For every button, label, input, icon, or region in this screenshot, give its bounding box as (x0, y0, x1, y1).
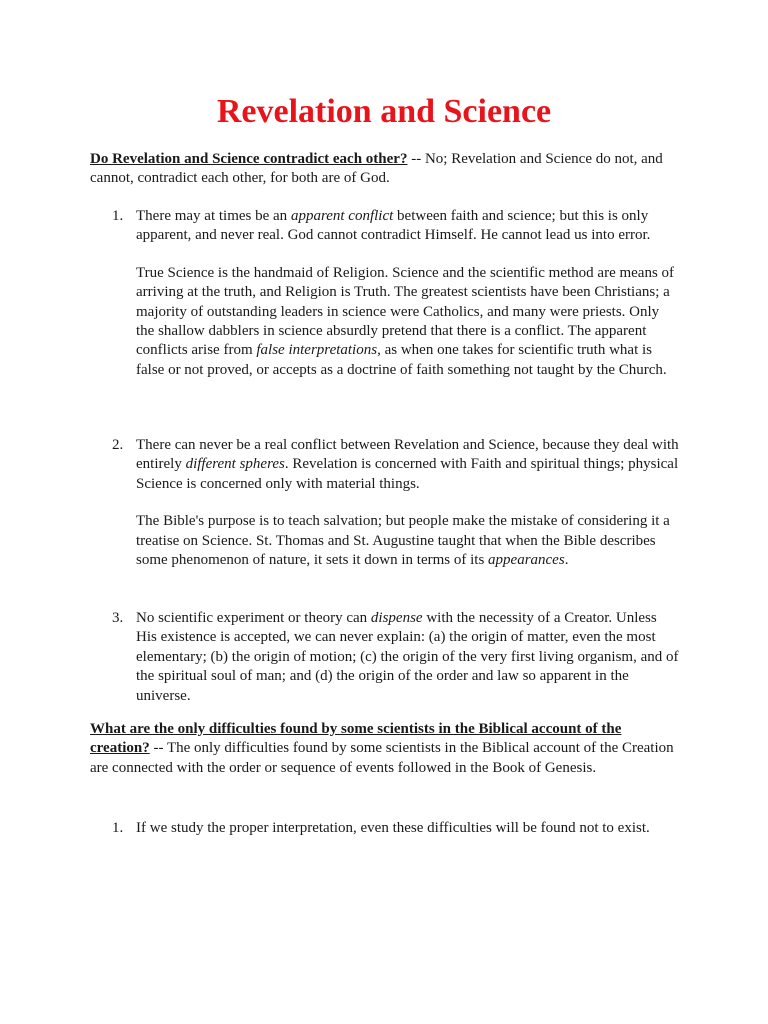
text-run: , as when one takes for scientific truth what is false or not proved, or accepts as a doctrine of faith something not taught by the Church. (136, 342, 667, 378)
text-run: There can never be a real conflict between Revelation and Science, because they deal with entirely (136, 437, 679, 473)
paragraph: If we study the proper interpretation, even these difficulties will be found not to exist. (136, 820, 650, 836)
list-number: 3. (112, 610, 124, 626)
text-run: . (564, 552, 569, 569)
paragraph (136, 264, 680, 380)
answer-1: -- No; Revelation and Science do not, and cannot, contradict each other, for both are of God. (90, 151, 663, 187)
emphasis-text: appearances (488, 552, 565, 569)
emphasis-text: false interpretations (256, 342, 378, 359)
text-run: True Science is the handmaid of Religion. Science and the scientific method are means of arriving at the truth, and Religion is Truth. The greatest scientists have been Christians; a majority of outstanding leaders in science were Catholics, and many were priests. Only the shallow dabblers in science absurdly pretend that there is a conflict. The apparent conflicts arise from (136, 264, 675, 359)
question-1: Do Revelation and Science contradict each other? (90, 151, 408, 167)
list-item-1 (112, 207, 680, 398)
question-2: What are the only difficulties found by some scientists in the Biblical account of the creation? (90, 721, 622, 757)
page-title: Revelation and Science (216, 93, 552, 130)
list-item-2 (112, 436, 680, 588)
list-item-4 (112, 819, 680, 856)
paragraph (136, 207, 680, 246)
paragraph (136, 512, 680, 570)
emphasis-text: different spheres (185, 456, 285, 473)
text-run: There may at times be an (136, 208, 291, 224)
text-run: The Bible's purpose is to teach salvation; but people make the mistake of considering it a treatise on Science. St. Thomas and St. Augustine taught that when the Bible describes some phenomenon of nature, it sets it down in terms of its (136, 513, 670, 569)
list-number: 2. (112, 437, 124, 453)
answer-2: -- The only difficulties found by some scientists in the Biblical account of the Creation are connected with the order or sequence of events followed in the Book of Genesis. (90, 740, 674, 776)
text-run: . Revelation is concerned with Faith and spiritual things; physical Science is concerned only with material things. (136, 456, 679, 492)
question-answer-2 (90, 720, 678, 778)
list-item-3 (112, 609, 680, 724)
list-number: 1. (112, 820, 124, 836)
emphasis-text: apparent conflict (290, 208, 394, 224)
paragraph (136, 609, 680, 706)
text-run: between faith and science; but this is only apparent, and never real. God cannot contradict Himself. He cannot lead us into error. (136, 208, 651, 244)
text-run: No scientific experiment or theory can (136, 610, 371, 626)
question-answer-1 (90, 150, 678, 189)
list-number: 1. (112, 208, 124, 224)
text-run: with the necessity of a Creator. Unless His existence is accepted, we can never explain: (a) the origin of matter, even the most elementary; (b) the origin of motion; (c) the origin of the very first living organism, and of the spiritual soul of man; and (d) the origin of the order and law so apparent in the universe. (136, 610, 679, 704)
paragraph (136, 436, 680, 494)
emphasis-text: dispense (370, 610, 423, 626)
